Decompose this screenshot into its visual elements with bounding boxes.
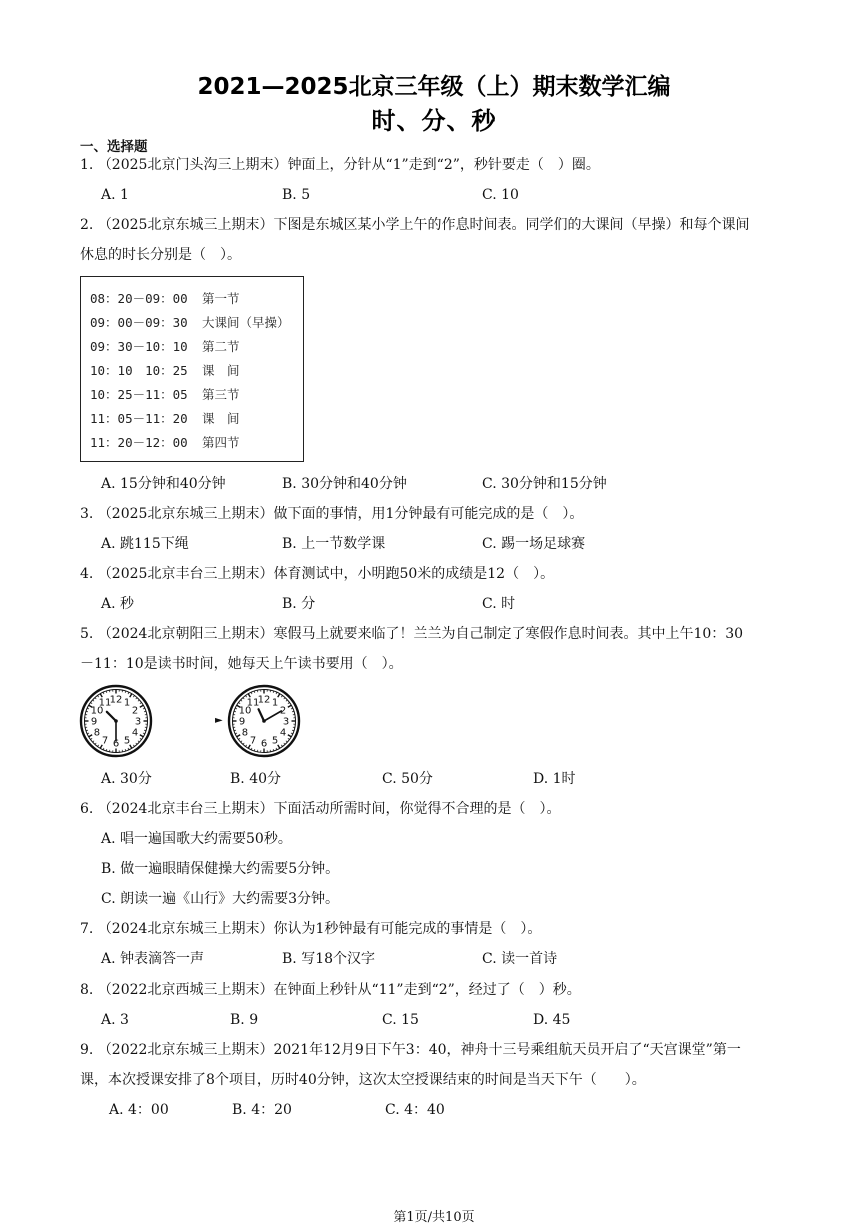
q8-option-d[interactable]: D. 45 [533,1012,571,1028]
schedule-table [80,276,304,462]
question-3: 3. （2025北京东城三上期末）做下面的事情，用1分钟最有可能完成的是（ ）。 [80,506,584,522]
clock-numeral: 1 [271,697,279,709]
q6-option-a[interactable]: A. 唱一遍国歌大约需要50秒。 [101,831,292,847]
schedule-row: 11：05－11：20 课 间 [90,411,240,426]
question-9: 9. （2022北京东城三上期末）2021年12月9日下午3：40，神舟十三号乘组航天员开启了“天宫课堂”第一 [80,1042,741,1058]
clock-numeral: 10 [90,705,104,717]
q3-option-b[interactable]: B. 上一节数学课 [282,536,386,552]
schedule-row: 09：00－09：30 大课间（早操） [90,315,290,330]
question-9-cont: 课，本次授课安排了8个项目，历时40分钟，这次太空授课结束的时间是当天下午（ ）。 [80,1072,646,1088]
question-5: 5. （2024北京朝阳三上期末）寒假马上就要来临了！兰兰为自己制定了寒假作息时间表。其中上午10：30 [80,626,744,642]
section-heading: 一、选择题 [80,139,148,155]
schedule-row: 09：30－10：10 第二节 [90,339,240,354]
q1-option-c[interactable]: C. 10 [482,187,519,203]
schedule-row: 08：20－09：00 第一节 [90,291,240,306]
q6-option-c[interactable]: C. 朗读一遍《山行》大约需要3分钟。 [101,891,340,907]
q1-option-b[interactable]: B. 5 [282,187,311,203]
q3-option-c[interactable]: C. 踢一场足球赛 [482,536,586,552]
clock-numeral: 2 [131,705,139,717]
clock-numeral: 5 [123,735,131,747]
q2-option-c[interactable]: C. 30分钟和15分钟 [482,476,607,492]
clock-numeral: 7 [101,735,109,747]
clock-numeral: 1 [123,697,131,709]
clock-numeral: 3 [282,716,290,728]
clock-numeral: 12 [109,694,123,706]
q7-option-a[interactable]: A. 钟表滴答一声 [101,951,205,967]
clock-numeral: 10 [238,705,252,717]
clock-numeral: 5 [271,735,279,747]
question-2-cont: 休息的时长分别是（ ）。 [80,247,241,263]
q3-option-a[interactable]: A. 跳115下绳 [101,536,189,552]
q7-option-b[interactable]: B. 写18个汉字 [282,951,376,967]
schedule-row: 11：20－12：00 第四节 [90,435,240,450]
q6-option-b[interactable]: B. 做一遍眼睛保健操大约需要5分钟。 [101,861,340,877]
schedule-row: 10：25－11：05 第三节 [90,387,240,402]
q5-option-c[interactable]: C. 50分 [382,771,433,787]
question-7: 7. （2024北京东城三上期末）你认为1秒钟最有可能完成的事情是（ ）。 [80,921,542,937]
q4-option-b[interactable]: B. 分 [282,596,316,612]
clock-numeral: 4 [131,727,139,739]
clock-numeral: 8 [93,727,101,739]
page-footer: 第1页/共10页 [393,1210,475,1225]
clock-numeral: 2 [279,705,287,717]
q4-option-a[interactable]: A. 秒 [101,596,135,612]
question-5-cont: －11：10是读书时间，她每天上午读书要用（ ）。 [80,656,403,672]
q9-option-c[interactable]: C. 4：40 [385,1102,445,1118]
clock-numeral: 3 [134,716,142,728]
q9-option-a[interactable]: A. 4：00 [109,1102,169,1118]
clock-numeral: 4 [279,727,287,739]
clock-numeral: 11 [246,697,260,709]
clock-numeral: 8 [241,727,249,739]
schedule-row: 10：10 10：25 课 间 [90,363,240,378]
question-1: 1. （2025北京门头沟三上期末）钟面上，分针从“1”走到“2”，秒针要走（ ）圈。 [80,157,600,173]
q5-option-a[interactable]: A. 30分 [101,771,152,787]
q5-option-d[interactable]: D. 1时 [533,771,576,787]
page-subtitle: 时、分、秒 [371,107,497,135]
clock-numeral: 9 [90,716,98,728]
question-6: 6. （2024北京丰台三上期末）下面活动所需时间，你觉得不合理的是（ ）。 [80,801,561,817]
q8-option-c[interactable]: C. 15 [382,1012,419,1028]
clock-numeral: 12 [257,694,271,706]
clock-numeral: 11 [98,697,112,709]
clock-numeral: 9 [238,716,246,728]
arrow-icon: ► [215,715,223,726]
clock-numeral: 6 [112,738,120,750]
q5-option-b[interactable]: B. 40分 [230,771,282,787]
q7-option-c[interactable]: C. 读一首诗 [482,951,558,967]
clock-end-icon [227,684,301,758]
q4-option-c[interactable]: C. 时 [482,596,516,612]
clock-start-icon [79,684,153,758]
q8-option-b[interactable]: B. 9 [230,1012,259,1028]
question-4: 4. （2025北京丰台三上期末）体育测试中，小明跑50米的成绩是12（ ）。 [80,566,555,582]
q9-option-b[interactable]: B. 4：20 [232,1102,292,1118]
q2-option-b[interactable]: B. 30分钟和40分钟 [282,476,407,492]
clock-numeral: 6 [260,738,268,750]
question-8: 8. （2022北京西城三上期末）在钟面上秒针从“11”走到“2”，经过了（ ）秒。 [80,982,581,998]
q2-option-a[interactable]: A. 15分钟和40分钟 [101,476,226,492]
question-2: 2. （2025北京东城三上期末）下图是东城区某小学上午的作息时间表。同学们的大课间（早操）和每个课间 [80,217,750,233]
page-title: 2021—2025北京三年级（上）期末数学汇编 [197,74,671,100]
q8-option-a[interactable]: A. 3 [101,1012,129,1028]
q1-option-a[interactable]: A. 1 [101,187,129,203]
clock-numeral: 7 [249,735,257,747]
